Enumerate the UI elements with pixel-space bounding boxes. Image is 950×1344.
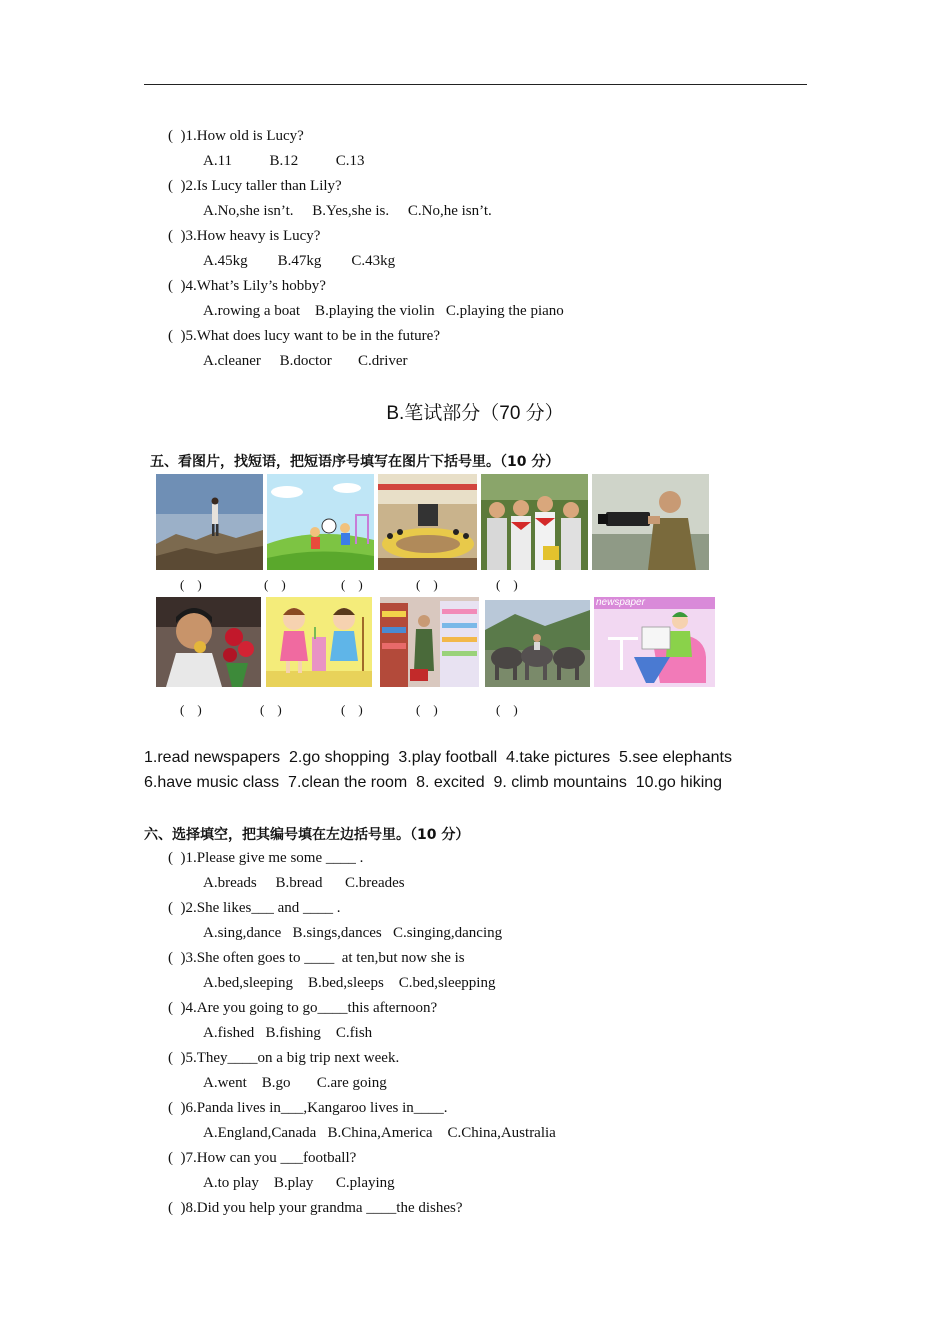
football-cartoon: [267, 474, 374, 570]
medal-winner-photo: [156, 597, 261, 687]
fill-question-4: ( )4.Are you going to go____this afternoon?: [168, 1000, 438, 1016]
answer-paren-1[interactable]: ( ): [180, 577, 202, 592]
shopping-photo: [380, 597, 479, 687]
fill-options-3: A.bed,sleeping B.bed,sleeps C.bed,sleepping: [203, 975, 496, 991]
newspaper-label: newspaper: [596, 597, 645, 608]
reading-newspaper-cartoon: [594, 597, 715, 687]
phrase-list-line-2: 6.have music class 7.clean the room 8. excited 9. climb mountains 10.go hiking: [144, 774, 723, 791]
fill-options-4: A.fished B.fishing C.fish: [203, 1025, 373, 1041]
section-b-title: B.笔试部分（70 分）: [386, 403, 564, 424]
fill-options-2: A.sing,dance B.sings,dances C.singing,dancing: [203, 925, 503, 941]
excited-students-photo: [481, 474, 588, 570]
answer-paren-9[interactable]: ( ): [416, 702, 438, 717]
options-1: A.11 B.12 C.13: [203, 153, 365, 169]
fill-question-6: ( )6.Panda lives in___,Kangaroo lives in____.: [168, 1100, 448, 1116]
phrase-list-line-1: 1.read newspapers 2.go shopping 3.play football 4.take pictures 5.see elephants: [144, 749, 732, 766]
answer-paren-6[interactable]: ( ): [180, 702, 202, 717]
mountain-climbing-photo: [156, 474, 263, 570]
options-5: A.cleaner B.doctor C.driver: [203, 353, 408, 369]
options-4: A.rowing a boat B.playing the violin C.playing the piano: [203, 303, 564, 319]
fill-options-1: A.breads B.bread C.breades: [203, 875, 405, 891]
answer-paren-3[interactable]: ( ): [341, 577, 363, 592]
fill-question-7: ( )7.How can you ___football?: [168, 1150, 357, 1166]
cleaning-room-cartoon: [266, 597, 372, 687]
answer-paren-8[interactable]: ( ): [341, 702, 363, 717]
music-class-photo: [378, 474, 477, 570]
question-5: ( )5.What does lucy want to be in the future?: [168, 328, 440, 344]
fill-question-2: ( )2.She likes___ and ____ .: [168, 900, 341, 916]
answer-paren-10[interactable]: ( ): [496, 702, 518, 717]
answer-paren-4[interactable]: ( ): [416, 577, 438, 592]
question-4: ( )4.What’s Lily’s hobby?: [168, 278, 326, 294]
fill-question-8: ( )8.Did you help your grandma ____the dishes?: [168, 1200, 463, 1216]
options-2: A.No,she isn’t. B.Yes,she is. C.No,he isn’t.: [203, 203, 492, 219]
header-rule: [144, 84, 807, 85]
answer-paren-5[interactable]: ( ): [496, 577, 518, 592]
answer-paren-2[interactable]: ( ): [264, 577, 286, 592]
section-6-heading: 六、选择填空，把其编号填在左边括号里。（10 分）: [144, 827, 470, 843]
options-3: A.45kg B.47kg C.43kg: [203, 253, 396, 269]
fill-question-3: ( )3.She often goes to ____ at ten,but now she is: [168, 950, 465, 966]
fill-question-1: ( )1.Please give me some ____ .: [168, 850, 364, 866]
fill-options-5: A.went B.go C.are going: [203, 1075, 387, 1091]
question-2: ( )2.Is Lucy taller than Lily?: [168, 178, 342, 194]
elephants-photo: [485, 600, 590, 687]
answer-paren-7[interactable]: ( ): [260, 702, 282, 717]
question-3: ( )3.How heavy is Lucy?: [168, 228, 321, 244]
fill-options-6: A.England,Canada B.China,America C.China,Australia: [203, 1125, 556, 1141]
fill-options-7: A.to play B.play C.playing: [203, 1175, 395, 1191]
fill-question-5: ( )5.They____on a big trip next week.: [168, 1050, 400, 1066]
section-5-heading: 五、看图片，找短语，把短语序号填写在图片下括号里。（10 分）: [150, 454, 560, 470]
taking-pictures-photo: [592, 474, 709, 570]
question-1: ( )1.How old is Lucy?: [168, 128, 304, 144]
